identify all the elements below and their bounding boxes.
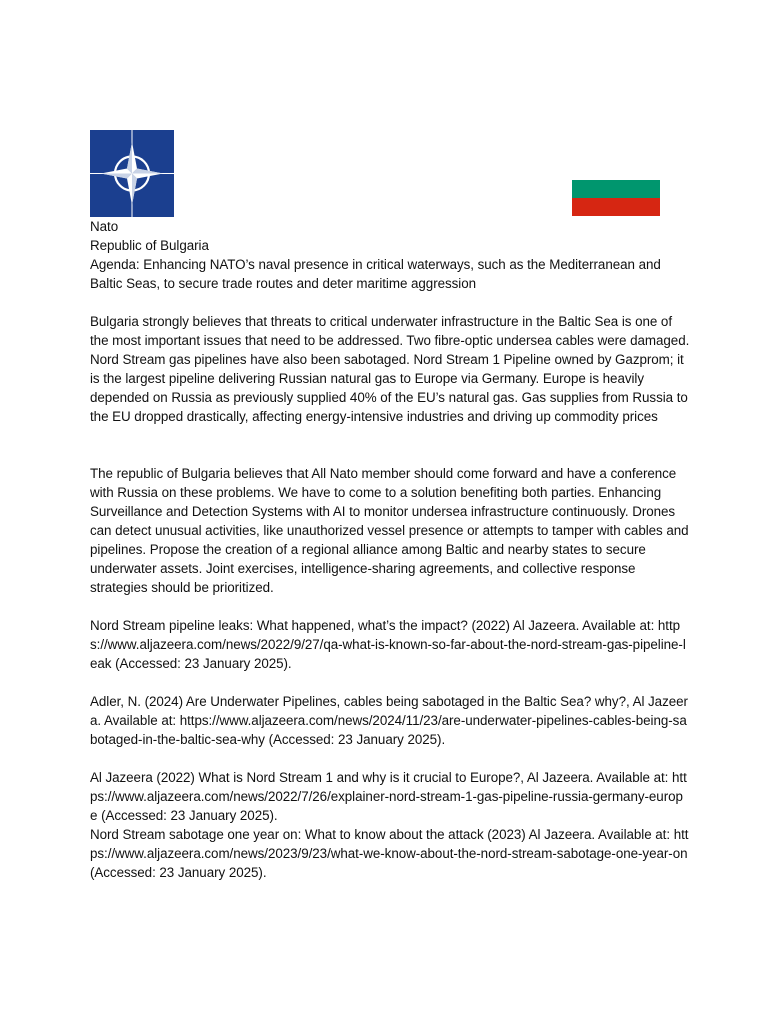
country-name: Republic of Bulgaria	[90, 238, 209, 253]
reference-2: Adler, N. (2024) Are Underwater Pipelines, cables being sabotaged in the Baltic Sea? why?, Al Jazeera. Available at: https://www.aljazeera.com/news/2024/11/23/are-underwater-pipelines-cables-being-sabotaged-in-the-baltic-sea-why (Accessed: 23 January 2025).	[90, 694, 688, 747]
org-name: Nato	[90, 219, 119, 234]
position-paragraph-1: Bulgaria strongly believes that threats to critical underwater infrastructure in the Baltic Sea is one of the most important issues that need to be addressed. Two fibre-optic undersea cables were damaged. Nord Stream gas pipelines have also been sabotaged. Nord Stream 1 Pipeline owned by Gazprom; it is the largest pipeline delivering Russian natural gas to Europe via Germany. Europe is heavily depended on Russia as previously supplied 40% of the EU’s natural gas. Gas supplies from Russia to the EU dropped drastically, affecting energy-intensive industries and driving up commodity prices	[90, 314, 690, 424]
flag-red-stripe	[572, 198, 660, 216]
agenda: Agenda: Enhancing NATO’s naval presence in critical waterways, such as the Mediterranean and Baltic Seas, to secure trade routes and deter maritime aggression	[90, 257, 661, 291]
reference-3: Al Jazeera (2022) What is Nord Stream 1 and why is it crucial to Europe?, Al Jazeera. Available at: https://www.aljazeera.com/news/2022/7/26/explainer-nord-stream-1-gas-pipeline-russia-germany-europe (Accessed: 23 January 2025).	[90, 770, 687, 823]
reference-4: Nord Stream sabotage one year on: What to know about the attack (2023) Al Jazeera. Available at: https://www.aljazeera.com/news/2023/9/23/what-we-know-about-the-nord-stream-sabotage-one-year-on (Accessed: 23 January 2025).	[90, 827, 689, 880]
bulgaria-flag	[572, 180, 660, 216]
flag-green-stripe	[572, 180, 660, 198]
position-paragraph-2: The republic of Bulgaria believes that All Nato member should come forward and have a conference with Russia on these problems. We have to come to a solution benefiting both parties. Enhancing Surveillance and Detection Systems with AI to monitor undersea infrastructure continuously. Drones can detect unusual activities, like unauthorized vessel presence or attempts to tamper with cables and pipelines. Propose the creation of a regional alliance among Baltic and nearby states to secure underwater assets. Joint exercises, intelligence-sharing agreements, and collective response strategies should be prioritized.	[90, 466, 689, 595]
nato-logo	[90, 130, 174, 217]
reference-1: Nord Stream pipeline leaks: What happened, what’s the impact? (2022) Al Jazeera. Available at: https://www.aljazeera.com/news/2022/9/27/qa-what-is-known-so-far-about-the-nord-stream-gas-pipeline-leak (Accessed: 23 January 2025).	[90, 618, 686, 671]
document-body	[90, 217, 690, 882]
